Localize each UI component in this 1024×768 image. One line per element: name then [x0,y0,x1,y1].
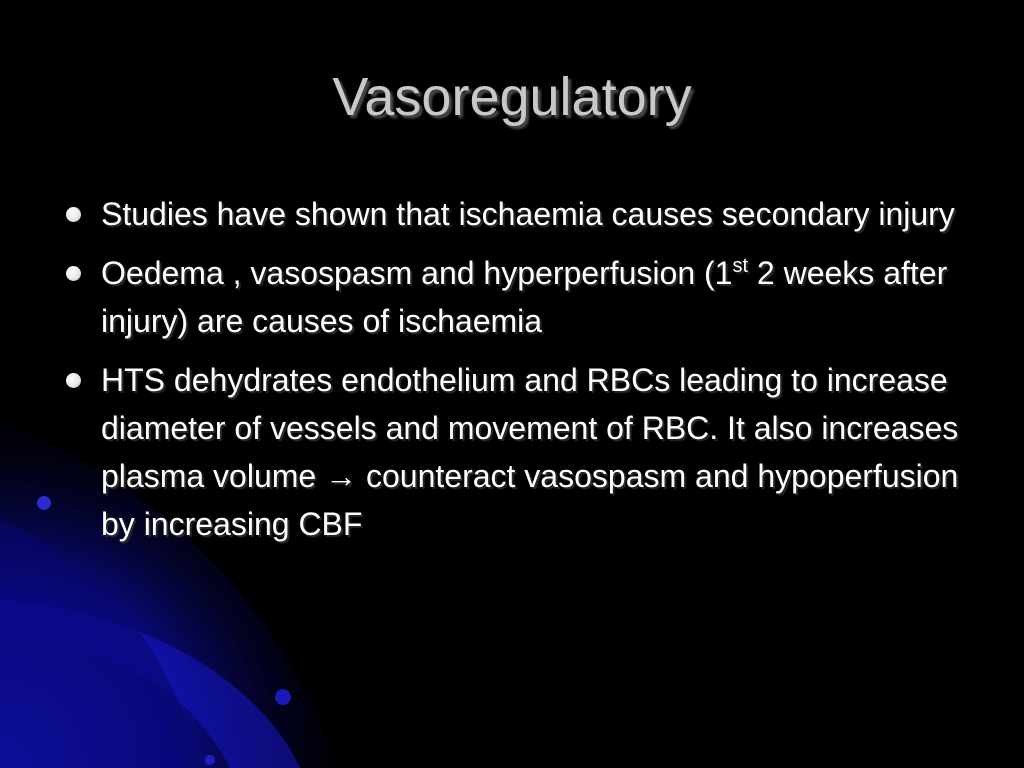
bullet-text-3-after: counteract vasospasm and hypoperfusion by increasing CBF [101,458,959,542]
bullet-item-1 [64,190,964,238]
decor-dot-2 [275,689,291,705]
round-bullet-icon [66,266,81,281]
slide-title: Vasoregulatory [332,67,692,127]
arrow-right-icon: → [325,458,358,494]
decor-dot-1 [37,496,51,510]
round-bullet-icon [66,207,81,222]
bullet-text-3-before: HTS dehydrates endothelium and RBCs leading to increase diameter of vessels and movement of RBC. It also increases plasma volume [101,362,959,494]
bullet-text-2-before: Oedema , vasospasm and hyperperfusion (1 [101,255,733,291]
bullet-item-3 [64,356,964,548]
bullet-text-2-after: 2 weeks after injury) are causes of ischaemia [101,255,948,339]
round-bullet-icon [66,373,81,388]
bullet-item-2 [64,249,964,345]
superscript-st: st [732,255,749,277]
bullet-list [64,190,964,559]
bullet-text-1: Studies have shown that ischaemia causes secondary injury [101,196,955,232]
decor-dot-3 [205,755,215,765]
